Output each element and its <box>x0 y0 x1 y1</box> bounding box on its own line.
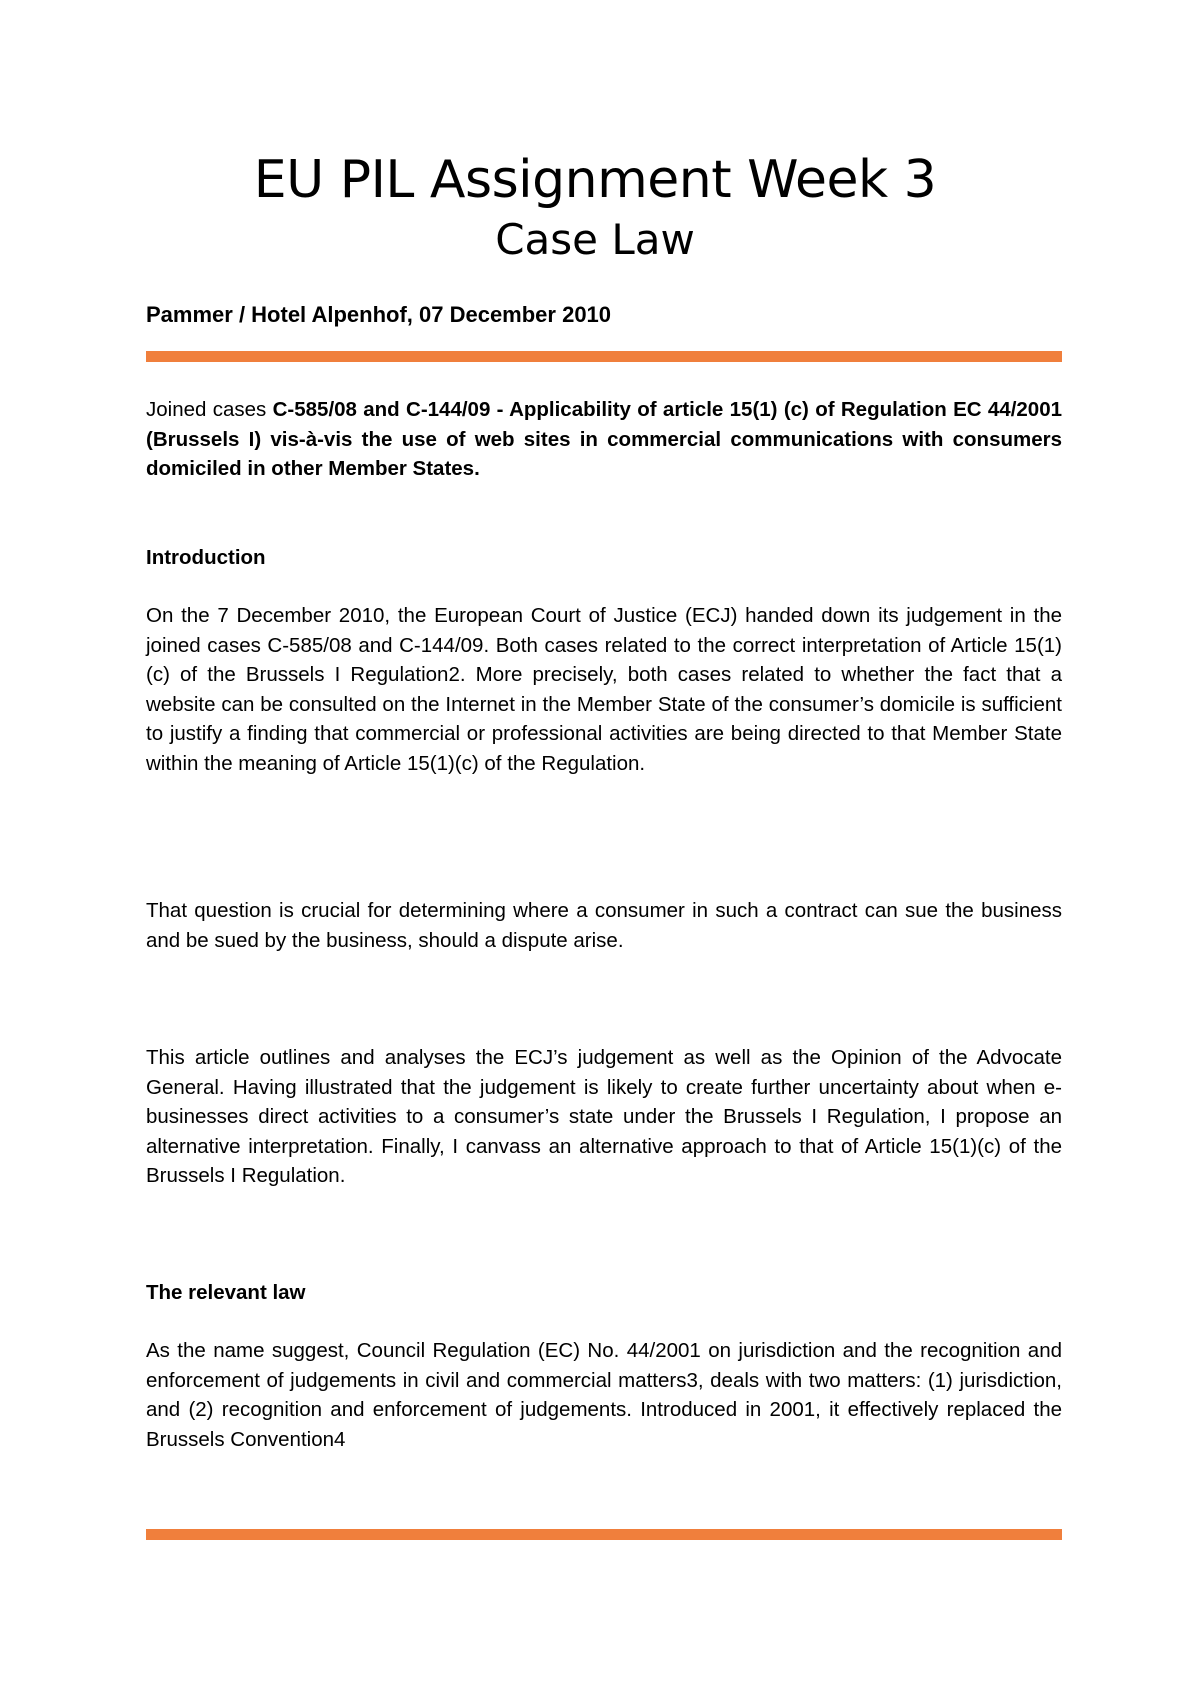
intro-paragraph <box>146 395 1062 484</box>
relevant-law-heading: The relevant law <box>146 1281 306 1304</box>
paragraph-2: That question is crucial for determining where a consumer in such a contract can sue the business and be sued by the business, should a dispute arise. <box>146 899 1062 952</box>
intro-bold-text: C-585/08 and C-144/09 - Applicability of article 15(1) (c) of Regulation EC 44/2001 (Brussels I) vis-à-vis the use of web sites in commercial communications with consumers domiciled in other Member States. <box>146 398 1062 480</box>
document-subtitle: Case Law <box>495 215 695 264</box>
paragraph-4: As the name suggest, Council Regulation (EC) No. 44/2001 on jurisdiction and the recognition and enforcement of judgements in civil and commercial matters3, deals with two matters: (1) jurisdiction, and (2) recognition and enforcement of judgements. Introduced in 2001, it effectively replaced the Brussels Convention4 <box>146 1339 1062 1451</box>
case-heading: Pammer / Hotel Alpenhof, 07 December 2010 <box>146 302 612 327</box>
introduction-heading: Introduction <box>146 546 266 569</box>
intro-lead: Joined cases <box>146 398 273 421</box>
document-title: EU PIL Assignment Week 3 <box>253 150 937 210</box>
paragraph-1: On the 7 December 2010, the European Court of Justice (ECJ) handed down its judgement in the joined cases C-585/08 and C-144/09. Both cases related to the correct interpretation of Article 15(1)(c) of the Brussels I Regulation2. More precisely, both cases related to whether the fact that a website can be consulted on the Internet in the Member State of the consumer’s domicile is sufficient to justify a finding that commercial or professional activities are being directed to that Member State within the meaning of Article 15(1)(c) of the Regulation. <box>146 604 1062 775</box>
top-divider <box>146 351 1062 362</box>
bottom-divider <box>146 1529 1062 1540</box>
paragraph-3: This article outlines and analyses the ECJ’s judgement as well as the Opinion of the Advocate General. Having illustrated that the judgement is likely to create further uncertainty about when e-businesses direct activities to a consumer’s state under the Brussels I Regulation, I propose an alternative interpretation. Finally, I canvass an alternative approach to that of Article 15(1)(c) of the Brussels I Regulation. <box>146 1046 1062 1187</box>
